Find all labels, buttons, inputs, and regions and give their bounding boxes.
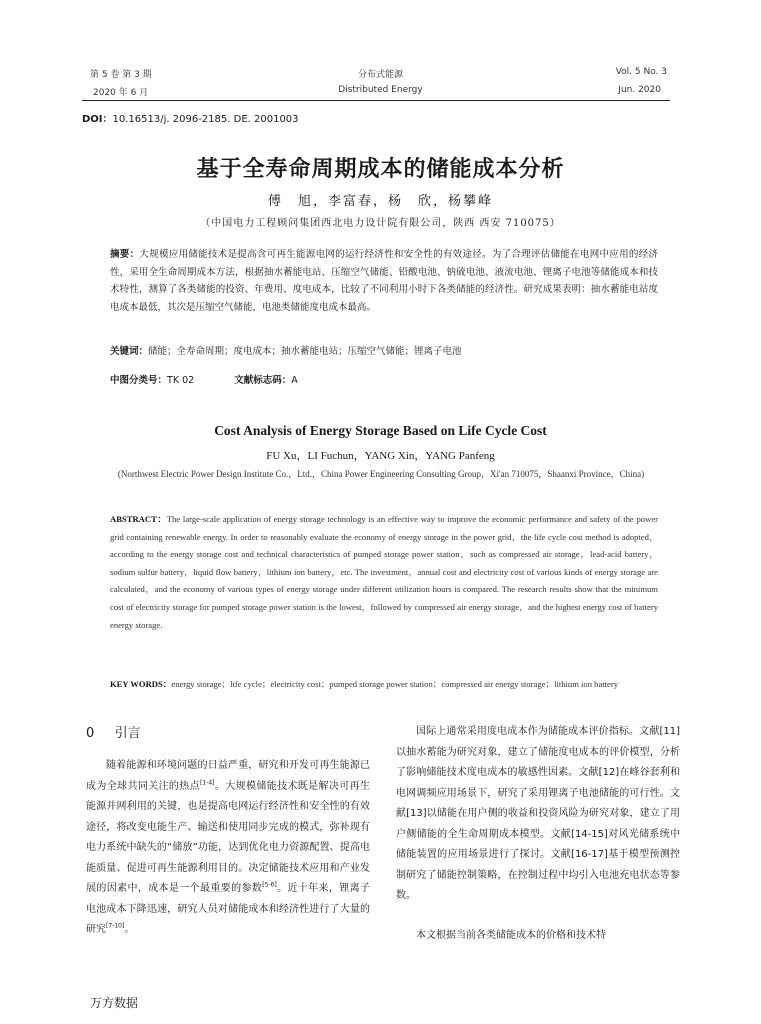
- abstract-en-label: ABSTRACT：: [110, 514, 167, 524]
- citation-ref[interactable]: [5-6]: [262, 881, 277, 889]
- keywords-cn-label: 关键词：: [110, 346, 149, 357]
- header-date-cn: 2020 年 6 月: [93, 88, 149, 98]
- header-volume-en: Vol. 5 No. 3: [615, 67, 667, 77]
- doc-code-label: 文献标志码：: [234, 375, 292, 386]
- header-journal-cn: 分布式能源: [357, 70, 403, 80]
- abstract-cn-text: 大规模应用储能技术是提高含可再生能源电网的运行经济性和安全性的有效途径。为了合理评估储能在电网中应用的经济性，采用全生命周期成本方法，根据抽水蓄能电站、压缩空气储能、铅酸电池、钠硫电池、液流电池、锂离子电池等储能成本和技术特性，测算了各类储能的投资、年费用、度电成本，比较了不同利用小时下各类储能的经济性。研究成果表明：抽水蓄能电站度电成本最低，其次是压缩空气储能，电池类储能度电成本最高。: [110, 249, 658, 313]
- paper-title-cn: 基于全寿命周期成本的储能成本分析: [196, 157, 565, 182]
- clc-label: 中图分类号：: [110, 375, 168, 386]
- intro-text-2: 。大规模储能技术既是解决可再生能源并网利用的关键，也是提高电网运行经济性和安全性的有效途径，将改变电能生产、输送和使用同步完成的模式，弥补现有电力系统中缺失的“储放”功能，达到优化电力资源配置、提高电能质量、促进可再生能源利用目的。决定储能技术应用和产业发展的因素中，成本是一个最重要的参数: [86, 780, 371, 894]
- affiliation-cn: （中国电力工程顾问集团西北电力设计院有限公司，陕西 西安 710075）: [200, 218, 561, 229]
- affiliation-en: (Northwest Electric Power Design Institute Co.，Ltd.，China Power Engineering Consulting Group，Xi'an 710075，Shaanxi Province，China): [117, 469, 645, 479]
- abstract-cn: [110, 246, 658, 316]
- doi-label: DOI：: [82, 114, 113, 125]
- doi-value[interactable]: 10.16513/j. 2096-2185. DE. 2001003: [112, 114, 299, 125]
- paper-title-en: Cost Analysis of Energy Storage Based on Life Cycle Cost: [214, 423, 547, 438]
- abstract-en-text: The large-scale application of energy storage technology is an effective way to improve the economic performance and safety of the power grid containing renewable energy. In order to reasonably evaluate the economy of energy storage in the power grid，the life cycle cost method is adopted，according to the energy storage cost and technical characteristics of pumped storage power station，such as compressed air storage，lead-acid battery，sodium sulfur battery，liquid flow battery，lithium ion battery，etc. The investment，annual cost and electricity cost of various kinds of energy storage are calculated，and the economy of various types of energy storage under different utilization hours is compared. The research results show that the minimum cost of electricity storage for pumped storage power station is the lowest，followed by compressed air energy storage，and the highest energy cost of battery energy storage.: [110, 514, 658, 630]
- header-journal-en: Distributed Energy: [338, 85, 423, 95]
- abstract-cn-label: 摘要：: [110, 249, 140, 260]
- citation-ref[interactable]: [1-4]: [200, 779, 215, 787]
- keywords-en: [110, 676, 658, 694]
- authors-en: FU Xu，LI Fuchun，YANG Xin，YANG Panfeng: [266, 450, 495, 462]
- clc-value: TK 02: [167, 375, 195, 386]
- section-heading: [86, 722, 141, 741]
- intro-text-1: 随着能源和环境问题的日益严重，研究和开发可再生能源已成为全球共同关注的热点: [86, 760, 370, 792]
- section-title: 引言: [114, 726, 141, 741]
- intro-text-3: 。近十年来，锂离子电池成本下降迅速，研究人员对储能成本和经济性进行了大量的研究: [86, 883, 371, 935]
- doc-code-value: A: [291, 375, 298, 386]
- header-volume-cn: 第 5 卷 第 3 期: [90, 70, 152, 80]
- section-number: 0: [86, 726, 95, 741]
- intro-paragraph-right: 国际上通常采用度电成本作为储能成本评价指标。文献[11]以抽水蓄能为研究对象，建立了储能度电成本的评价模型，分析了影响储能技术度电成本的敏感性因素。文献[12]在峰谷套利和电网调频应用场景下，研究了采用锂离子电池储能的可行性。文献[13]以储能在用户侧的收益和投资风险为研究对象，建立了用户侧储能的全生命周期成本模型。文献[14-15]对风光储系统中储能装置的应用场景进行了探讨。文献[16-17]基于模型预测控制研究了储能控制策略，在控制过程中均引入电池充电状态等参数。: [396, 726, 680, 901]
- doi-line: [82, 110, 299, 125]
- intro-text-4: 。: [124, 924, 135, 935]
- citation-ref[interactable]: [7-10]: [106, 922, 125, 930]
- keywords-cn-text: 储能；全寿命周期；度电成本；抽水蓄能电站；压缩空气储能；锂离子电池: [148, 346, 462, 357]
- intro-paragraph-right-2: 本文根据当前各类储能成本的价格和技术特: [416, 930, 606, 941]
- header-rule: [82, 100, 670, 101]
- authors-cn: 傅 旭，李富春，杨 欣，杨攀峰: [267, 194, 493, 209]
- classification: [110, 372, 658, 390]
- footer-brand: 万方数据: [90, 996, 139, 1010]
- keywords-en-text: energy storage；life cycle；electricity cost；pumped storage power station；compressed air energy storage；lithium ion battery: [171, 679, 619, 689]
- abstract-en: [110, 511, 658, 634]
- keywords-cn: [110, 343, 658, 361]
- header-date-en: Jun. 2020: [618, 85, 661, 95]
- intro-paragraph-left: [86, 756, 370, 941]
- keywords-en-label: KEY WORDS：: [110, 679, 172, 689]
